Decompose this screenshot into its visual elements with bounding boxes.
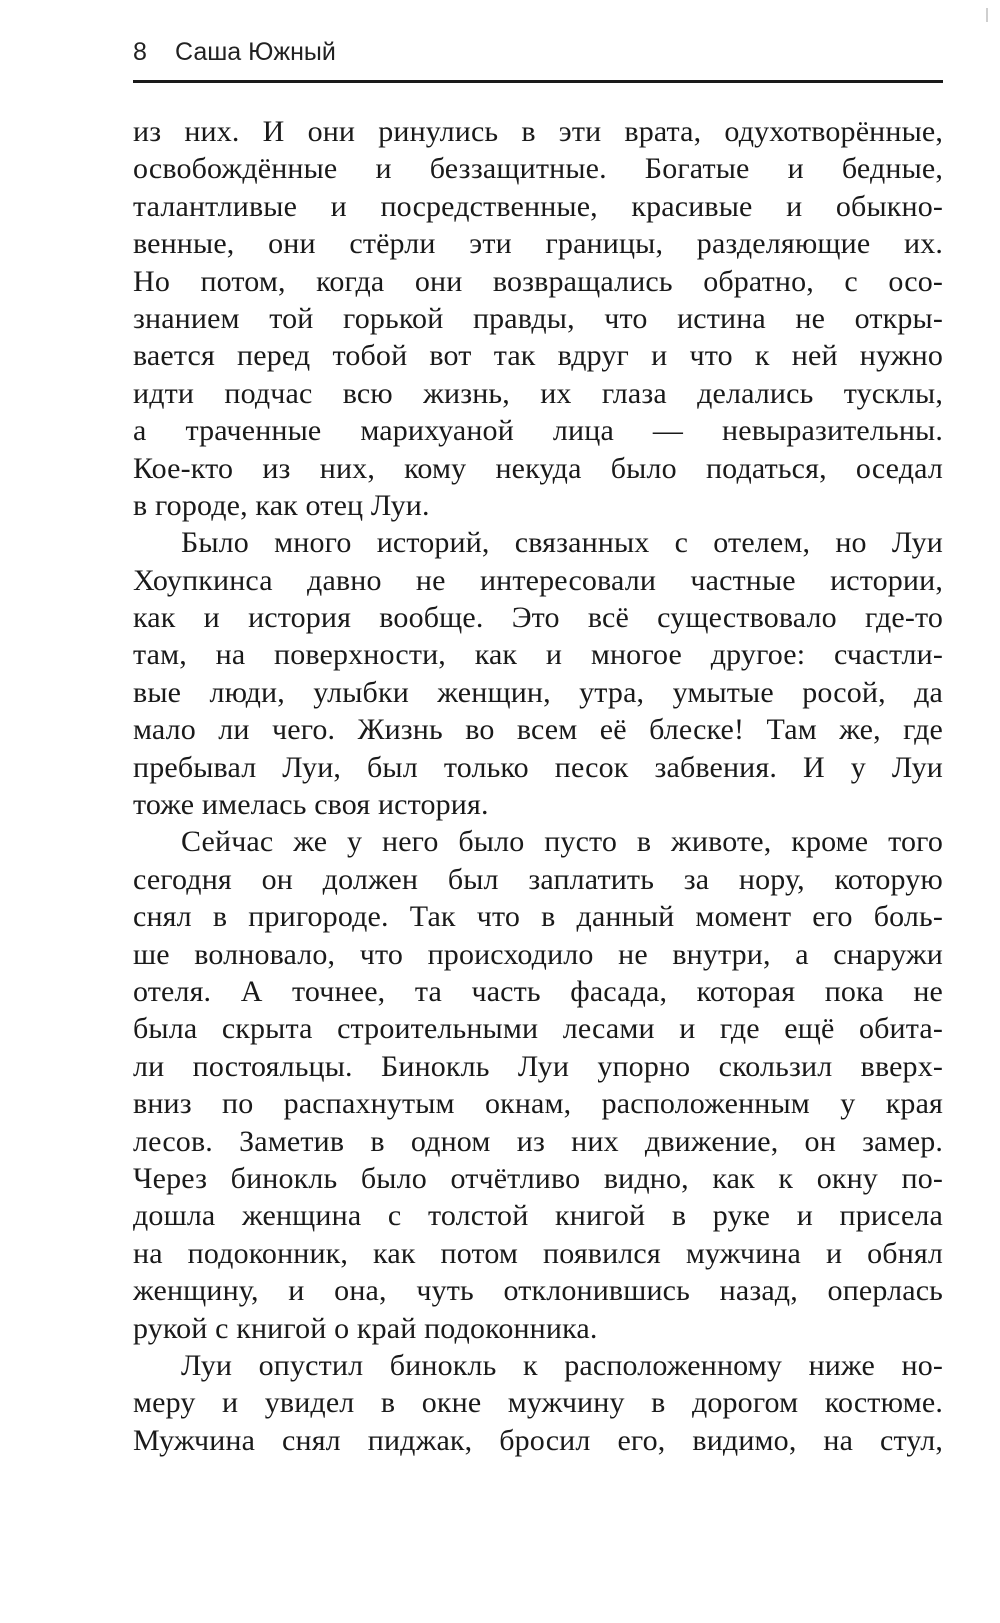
text-line: лесов. Заметив в одном из них движение, он замер. bbox=[133, 1124, 943, 1158]
page-number: 8 bbox=[133, 38, 147, 66]
scan-speck bbox=[986, 8, 988, 22]
text-line: как и история вообще. Это всё существовало где-то bbox=[133, 601, 943, 635]
text-line: снял в пригороде. Так что в данный момент его боль- bbox=[133, 900, 943, 934]
paragraph bbox=[133, 524, 943, 823]
text-line: рукой с книгой о край подоконника. bbox=[133, 1311, 598, 1345]
text-line: меру и увидел в окне мужчину в дорогом костюме. bbox=[133, 1386, 943, 1420]
text-line: ли постояльцы. Бинокль Луи упорно скользил вверх- bbox=[133, 1049, 943, 1083]
text-line: Луи опустил бинокль к расположенному ниже но- bbox=[181, 1348, 943, 1382]
header-rule bbox=[133, 80, 943, 83]
text-line: на подоконник, как потом появился мужчина и обнял bbox=[133, 1236, 943, 1270]
text-line: пребывал Луи, был только песок забвения. И у Луи bbox=[133, 750, 943, 784]
text-line: венные, они стёрли эти границы, разделяющие их. bbox=[133, 227, 943, 261]
text-line: тоже имелась своя история. bbox=[133, 788, 489, 822]
text-line: Мужчина снял пиджак, бросил его, видимо, на стул, bbox=[133, 1423, 943, 1457]
text-line: освобождённые и беззащитные. Богатые и бедные, bbox=[133, 152, 943, 186]
text-line: Через бинокль было отчётливо видно, как к окну по- bbox=[133, 1161, 943, 1195]
text-line: сегодня он должен был заплатить за нору, которую bbox=[133, 862, 943, 896]
text-body bbox=[133, 113, 943, 1459]
text-line: женщину, и она, чуть отклонившись назад, оперлась bbox=[133, 1274, 943, 1308]
text-line: вается перед тобой вот так вдруг и что к ней нужно bbox=[133, 339, 943, 373]
text-line: дошла женщина с толстой книгой в руке и присела bbox=[133, 1199, 943, 1233]
text-line: Хоупкинса давно не интересовали частные истории, bbox=[133, 563, 943, 597]
paragraph bbox=[133, 113, 943, 524]
running-header bbox=[133, 38, 943, 72]
text-line: знанием той горькой правды, что истина не откры- bbox=[133, 301, 943, 335]
text-line: мало ли чего. Жизнь во всем её блеске! Там же, где bbox=[133, 713, 943, 747]
paragraph bbox=[133, 1347, 943, 1459]
text-line: а траченные марихуаной лица — невыразительны. bbox=[133, 414, 943, 448]
paragraph bbox=[133, 823, 943, 1346]
text-line: там, на поверхности, как и многое другое: счастли- bbox=[133, 638, 943, 672]
text-line: отеля. А точнее, та часть фасада, которая пока не bbox=[133, 974, 943, 1008]
text-line: идти подчас всю жизнь, их глаза делались тусклы, bbox=[133, 376, 943, 410]
text-line: в городе, как отец Луи. bbox=[133, 488, 430, 522]
text-line: талантливые и посредственные, красивые и обыкно- bbox=[133, 189, 943, 223]
text-line: вниз по распахнутым окнам, расположенным у края bbox=[133, 1087, 943, 1121]
text-line: Кое-кто из них, кому некуда было податься, оседал bbox=[133, 451, 943, 485]
text-line: ше волновало, что происходило не внутри, а снаружи bbox=[133, 937, 943, 971]
text-line: Но потом, когда они возвращались обратно, с осо- bbox=[133, 264, 943, 298]
text-line: Сейчас же у него было пусто в животе, кроме того bbox=[181, 825, 943, 859]
text-line: вые люди, улыбки женщин, утра, умытые росой, да bbox=[133, 675, 943, 709]
text-line: была скрыта строительными лесами и где ещё обита- bbox=[133, 1012, 943, 1046]
text-line: из них. И они ринулись в эти врата, одухотворённые, bbox=[133, 115, 943, 148]
text-line: Было много историй, связанных с отелем, но Луи bbox=[181, 526, 943, 560]
running-header-author: Саша Южный bbox=[175, 38, 336, 66]
